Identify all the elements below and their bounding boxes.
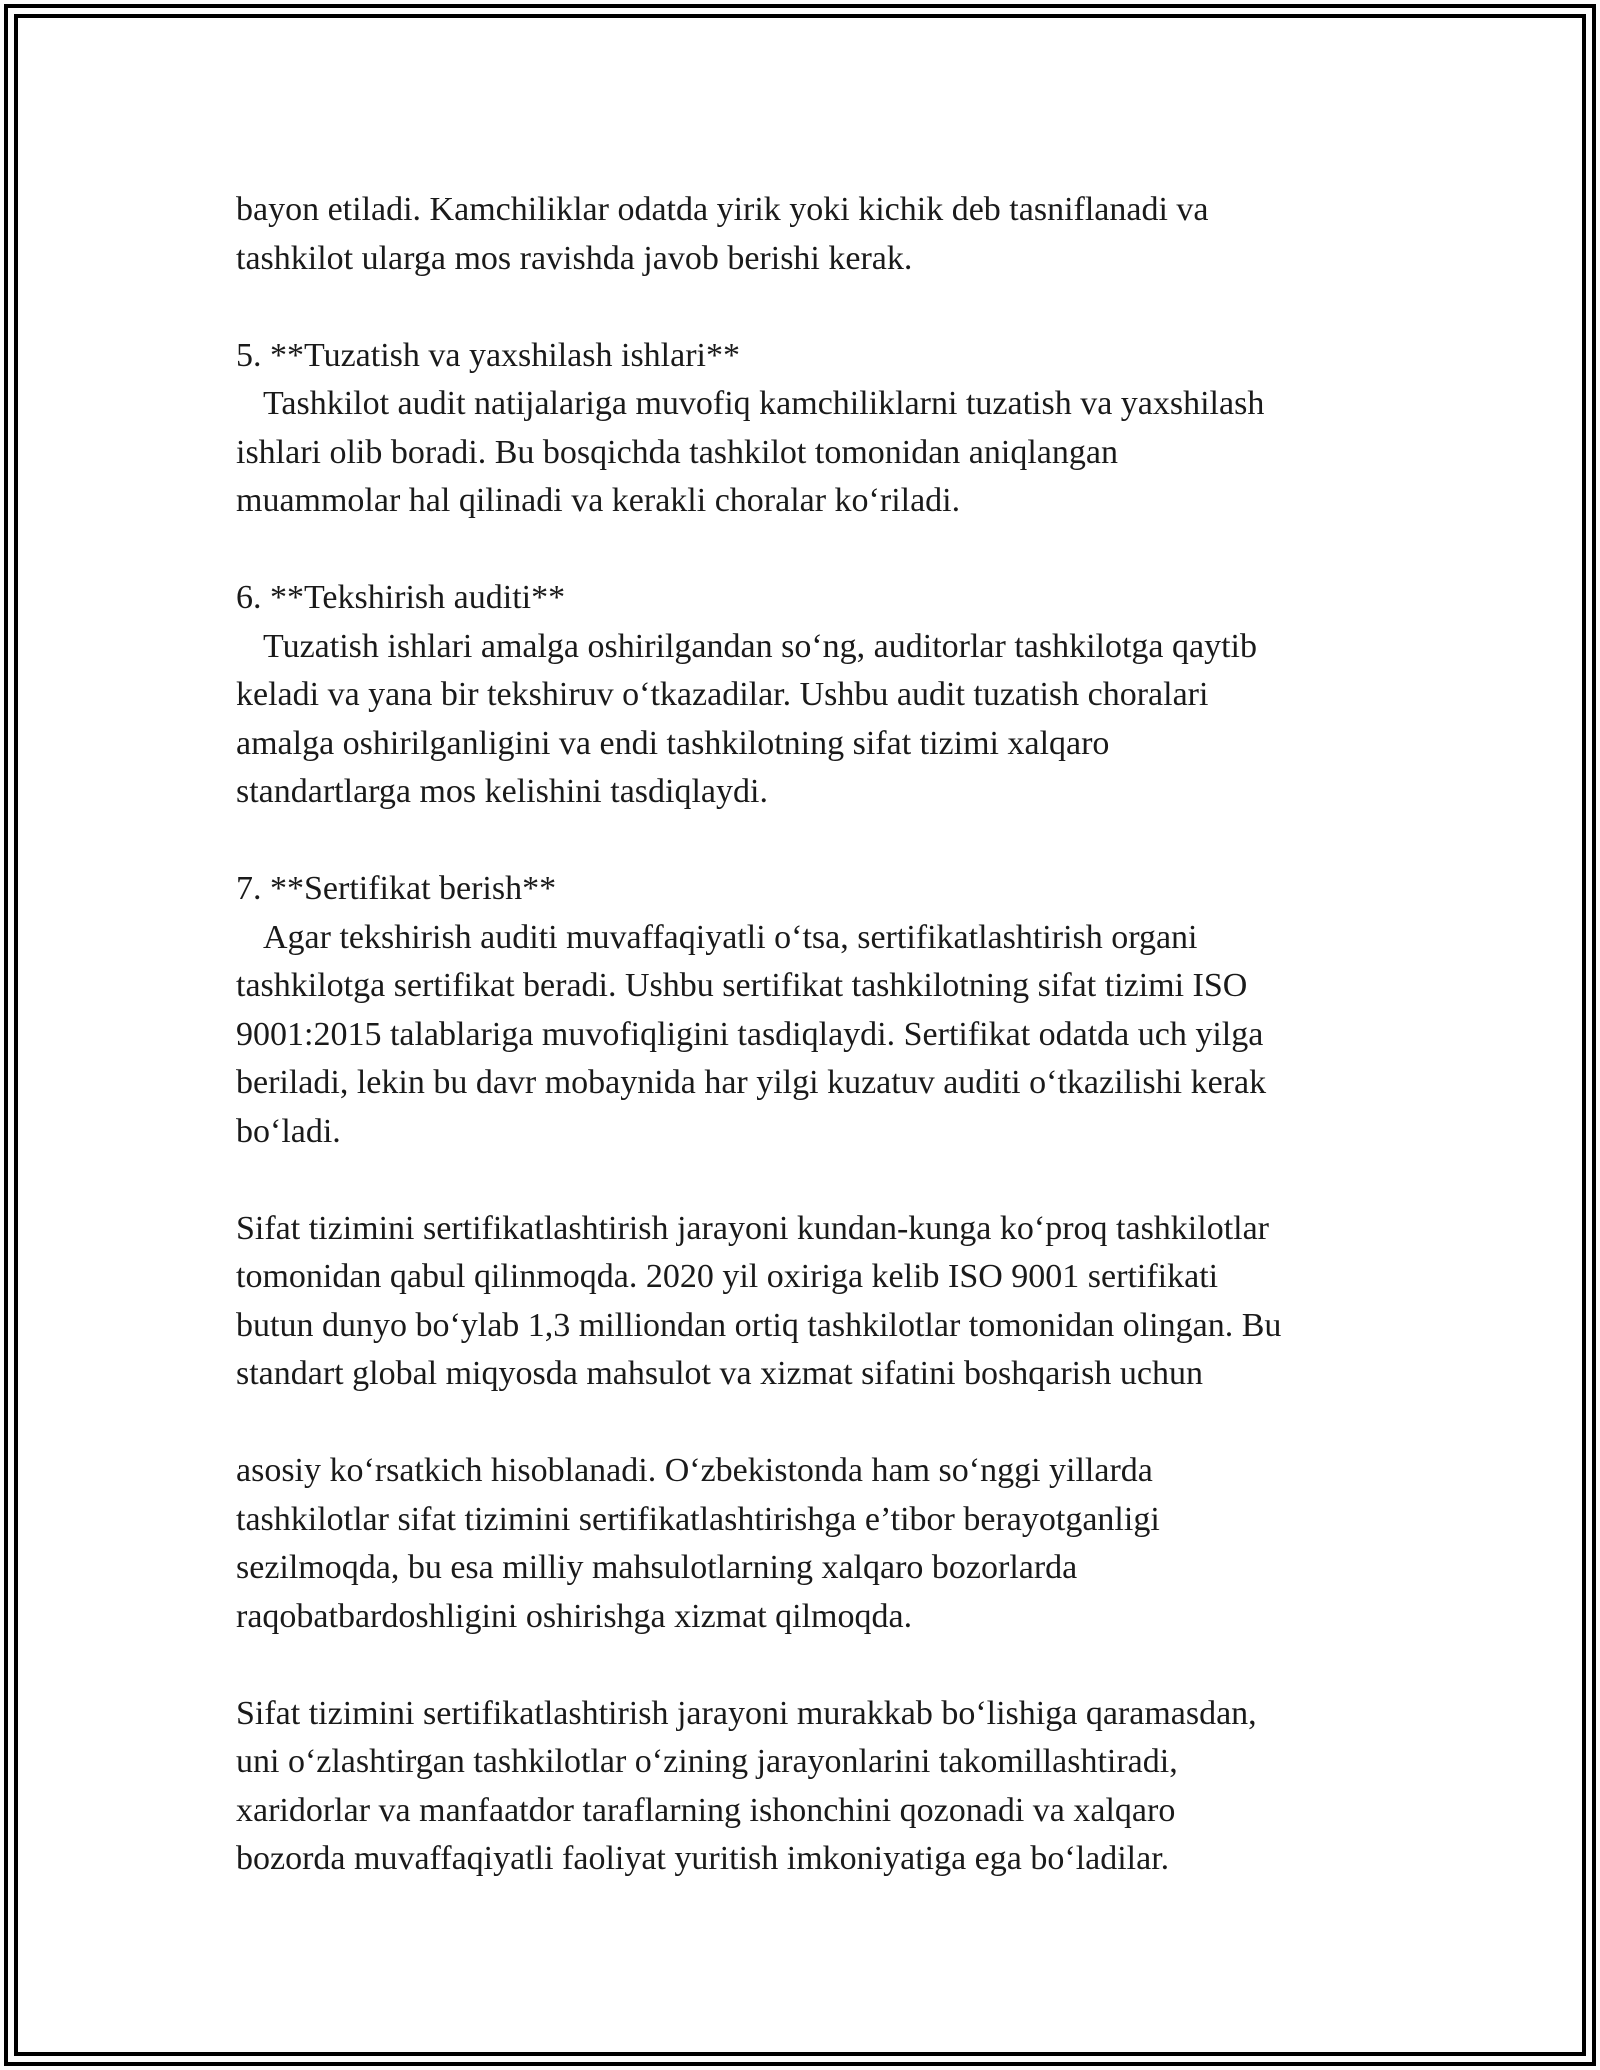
text-line: ishlari olib boradi. Bu bosqichda tashkilot tomonidan aniqlangan [236,433,1118,471]
text-line: Sifat tizimini sertifikatlashtirish jarayoni murakkab bo‘lishiga qaramasdan, [236,1694,1257,1732]
text-line: Agar tekshirish auditi muvaffaqiyatli o‘tsa, sertifikatlashtirish organi [263,918,1198,956]
text-line: tashkilotlar sifat tizimini sertifikatlashtirishga e’tibor berayotganligi [236,1500,1160,1538]
text-line: tashkilot ularga mos ravishda javob berishi kerak. [236,239,913,277]
text-line: xaridorlar va manfaatdor taraflarning ishonchini qozonadi va xalqaro [236,1791,1176,1829]
document-body [236,186,1376,1884]
paragraph-gap [236,526,1376,575]
text-line: muammolar hal qilinadi va kerakli choralar ko‘riladi. [236,482,961,519]
paragraph-gap [236,817,1376,866]
text-line: bo‘ladi. [236,1112,341,1150]
text-line: Tashkilot audit natijalariga muvofiq kamchiliklarni tuzatish va yaxshilash [263,385,1265,422]
paragraph-gap [236,1399,1376,1448]
text-line: bayon etiladi. Kamchiliklar odatda yirik yoki kichik deb tasniflanadi va [236,191,1209,228]
section-heading: 7. **Sertifikat berish** [236,870,557,907]
text-line: raqobatbardoshligini oshirishga xizmat qilmoqda. [236,1597,913,1635]
paragraph-gap [236,1156,1376,1205]
paragraph-adoption [236,1205,1376,1399]
paragraph-gap [236,283,1376,332]
section-heading: 5. **Tuzatish va yaxshilash ishlari** [236,336,740,374]
text-line: standartlarga mos kelishini tasdiqlaydi. [236,773,768,810]
text-line: amalga oshirilganligini va endi tashkilotning sifat tizimi xalqaro [236,724,1110,762]
text-line: tashkilotga sertifikat beradi. Ushbu sertifikat tashkilotning sifat tizimi ISO [236,967,1248,1004]
text-line: 9001:2015 talablariga muvofiqligini tasdiqlaydi. Sertifikat odatda uch yilga [236,1015,1264,1053]
text-line: tomonidan qabul qilinmoqda. 2020 yil oxiriga kelib ISO 9001 sertifikati [236,1258,1219,1295]
text-line: asosiy ko‘rsatkich hisoblanadi. O‘zbekistonda ham so‘nggi yillarda [236,1452,1153,1489]
text-line: standart global miqyosda mahsulot va xizmat sifatini boshqarish uchun [236,1355,1203,1392]
paragraph-conclusion [236,1690,1376,1884]
intro-paragraph [236,186,1376,283]
paragraph-uzbekistan [236,1447,1376,1641]
section-5 [236,332,1376,526]
text-line: Sifat tizimini sertifikatlashtirish jarayoni kundan-kunga ko‘proq tashkilotlar [236,1209,1269,1247]
section-heading: 6. **Tekshirish auditi** [236,579,566,616]
text-line: sezilmoqda, bu esa milliy mahsulotlarning xalqaro bozorlarda [236,1549,1078,1586]
section-6 [236,574,1376,817]
text-line: beriladi, lekin bu davr mobaynida har yilgi kuzatuv auditi o‘tkazilishi kerak [236,1064,1267,1101]
text-line: butun dunyo bo‘ylab 1,3 milliondan ortiq tashkilotlar tomonidan olingan. Bu [236,1306,1282,1344]
text-line: uni o‘zlashtirgan tashkilotlar o‘zining jarayonlarini takomillashtiradi, [236,1743,1178,1780]
text-line: Tuzatish ishlari amalga oshirilgandan so‘ng, auditorlar tashkilotga qaytib [263,627,1258,665]
paragraph-gap [236,1641,1376,1690]
section-7 [236,865,1376,1156]
text-line: bozorda muvaffaqiyatli faoliyat yuritish imkoniyatiga ega bo‘ladilar. [236,1840,1170,1877]
text-line: keladi va yana bir tekshiruv o‘tkazadilar. Ushbu audit tuzatish choralari [236,676,1209,713]
